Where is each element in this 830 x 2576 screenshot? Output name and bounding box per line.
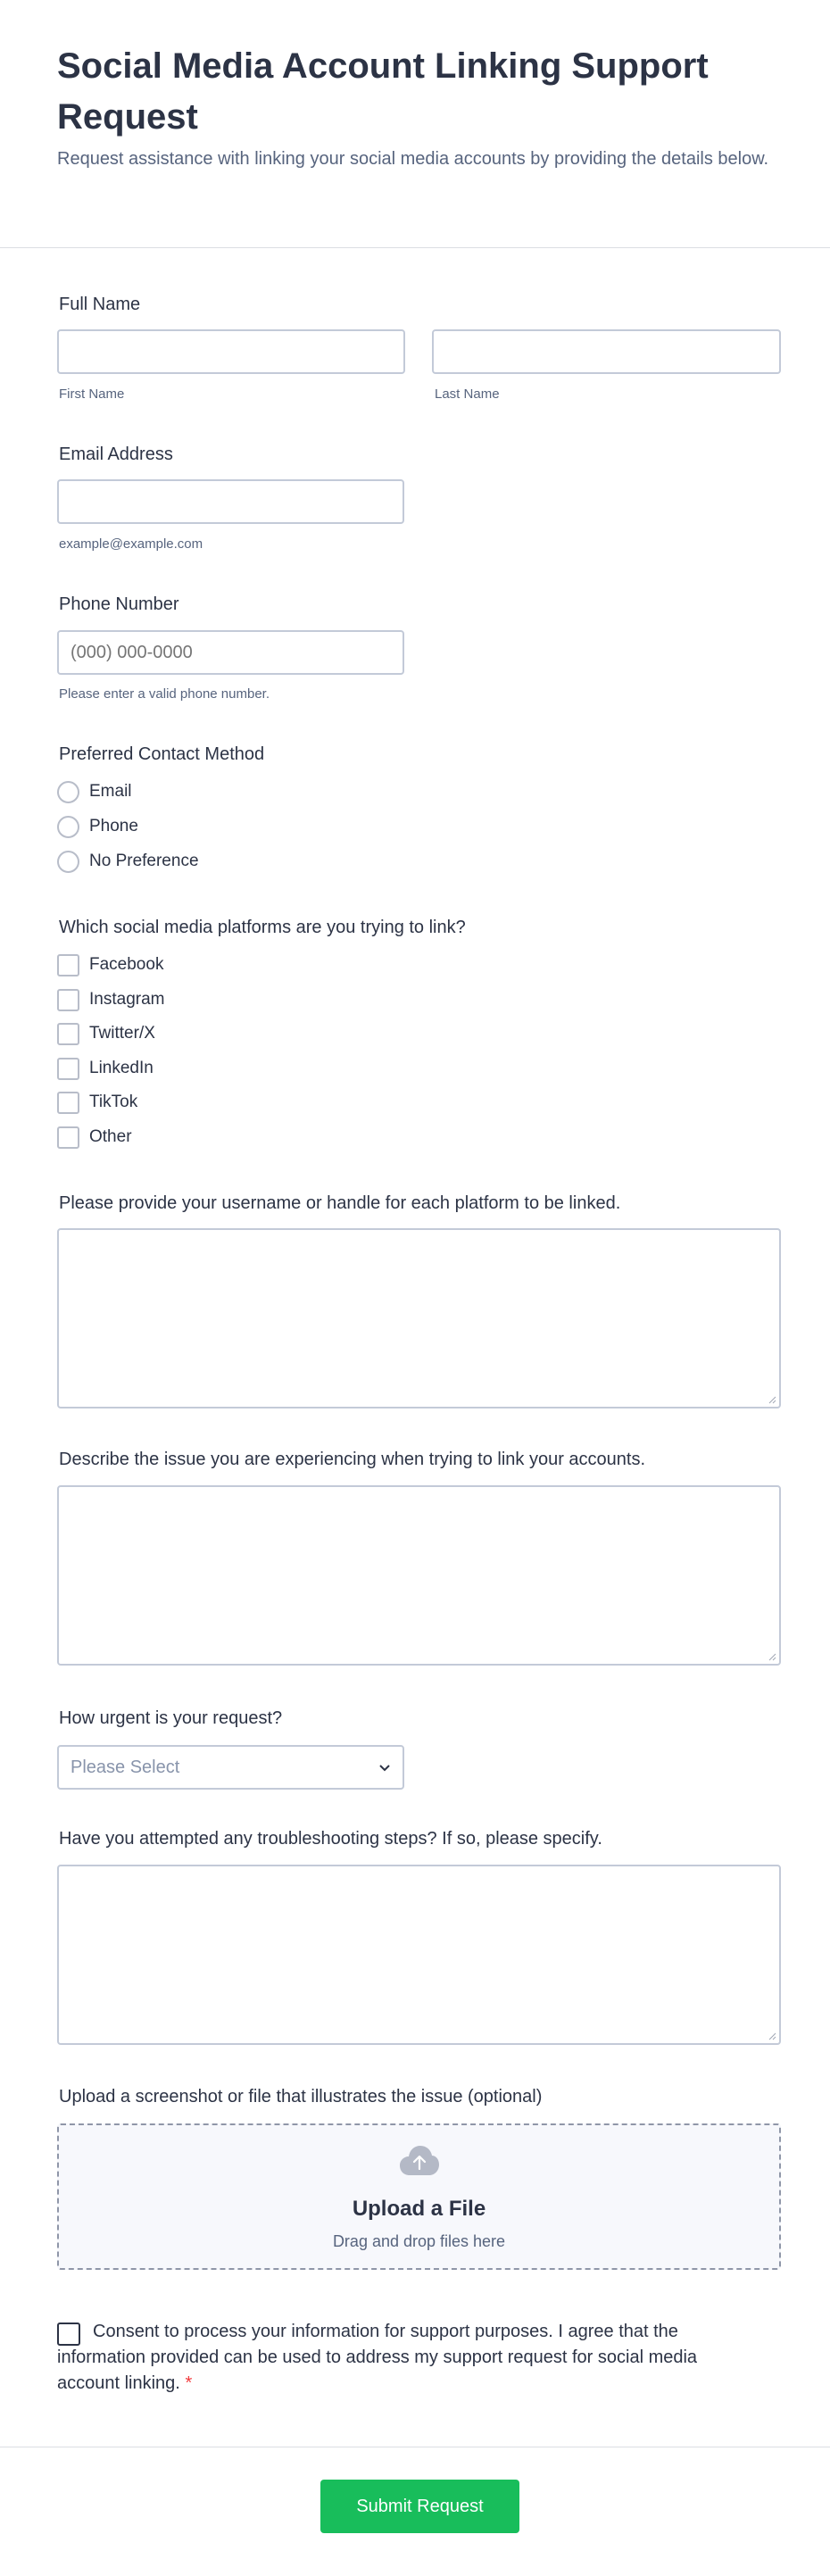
form-header <box>0 0 830 248</box>
chevron-down-icon <box>378 1760 392 1774</box>
option-label: Email <box>89 782 132 801</box>
upload-label: Upload a screenshot or file that illustrates the issue (optional) <box>59 2087 543 2107</box>
resize-grip-icon[interactable] <box>768 1652 776 1661</box>
platform-option-twitter[interactable] <box>57 1021 155 1046</box>
issue-textarea[interactable] <box>57 1485 781 1666</box>
checkbox[interactable] <box>57 989 79 1011</box>
email-input[interactable] <box>57 479 404 524</box>
upload-subtitle: Drag and drop files here <box>332 2232 506 2250</box>
checkbox[interactable] <box>57 1126 79 1149</box>
file-upload-dropzone[interactable] <box>57 2123 781 2270</box>
form-title: Social Media Account Linking Support Request <box>57 46 709 137</box>
radio-button[interactable] <box>57 816 79 838</box>
resize-grip-icon[interactable] <box>768 1395 776 1404</box>
troubleshooting-label: Have you attempted any troubleshooting steps? If so, please specify. <box>59 1829 602 1849</box>
upload-title: Upload a File <box>352 2197 486 2221</box>
option-label: No Preference <box>89 852 199 870</box>
consent-label: Consent to process your information for support purposes. I agree that the information provided can be used to address my support request for social media account linking. <box>57 2322 698 2393</box>
option-label: Twitter/X <box>89 1024 155 1043</box>
option-label: Other <box>89 1127 132 1146</box>
platform-option-linkedin[interactable] <box>57 1056 154 1081</box>
usernames-textarea[interactable] <box>57 1228 781 1408</box>
platform-option-other[interactable] <box>57 1125 132 1150</box>
urgency-select[interactable] <box>57 1745 404 1790</box>
phone-sublabel: Please enter a valid phone number. <box>59 686 270 702</box>
contact-method-label: Preferred Contact Method <box>59 744 265 764</box>
option-label: Instagram <box>89 990 165 1009</box>
radio-button[interactable] <box>57 781 79 803</box>
last-name-sublabel: Last Name <box>435 386 500 402</box>
phone-input[interactable] <box>57 630 404 675</box>
form-subtitle: Request assistance with linking your social media accounts by providing the details below. <box>57 149 769 169</box>
select-value: Please Select <box>71 1757 180 1777</box>
usernames-label: Please provide your username or handle for each platform to be linked. <box>59 1193 621 1213</box>
email-sublabel: example@example.com <box>59 536 203 552</box>
radio-button[interactable] <box>57 851 79 873</box>
checkbox[interactable] <box>57 1058 79 1080</box>
phone-label: Phone Number <box>59 594 179 614</box>
option-label: Facebook <box>89 955 164 974</box>
submit-button[interactable]: Submit Request <box>320 2480 519 2533</box>
resize-grip-icon[interactable] <box>768 2032 776 2040</box>
checkbox[interactable] <box>57 954 79 976</box>
first-name-sublabel: First Name <box>59 386 125 402</box>
platforms-label: Which social media platforms are you trying to link? <box>59 918 466 937</box>
platform-option-facebook[interactable] <box>57 952 163 977</box>
email-label: Email Address <box>59 445 173 464</box>
option-label: Phone <box>89 817 138 835</box>
platform-option-tiktok[interactable] <box>57 1090 137 1115</box>
consent-text <box>57 2319 718 2397</box>
required-mark: * <box>185 2373 193 2393</box>
last-name-input[interactable] <box>432 329 781 374</box>
cloud-upload-icon <box>399 2145 440 2177</box>
platform-option-instagram[interactable] <box>57 987 164 1012</box>
first-name-input[interactable] <box>57 329 405 374</box>
full-name-label: Full Name <box>59 295 141 314</box>
issue-label: Describe the issue you are experiencing when trying to link your accounts. <box>59 1450 646 1469</box>
contact-option-no-preference[interactable] <box>57 849 199 874</box>
contact-option-phone[interactable] <box>57 814 138 839</box>
urgency-label: How urgent is your request? <box>59 1708 283 1728</box>
checkbox[interactable] <box>57 1092 79 1114</box>
option-label: LinkedIn <box>89 1059 154 1077</box>
option-label: TikTok <box>89 1093 138 1111</box>
troubleshooting-textarea[interactable] <box>57 1865 781 2045</box>
contact-option-email[interactable] <box>57 779 132 804</box>
checkbox[interactable] <box>57 1023 79 1045</box>
